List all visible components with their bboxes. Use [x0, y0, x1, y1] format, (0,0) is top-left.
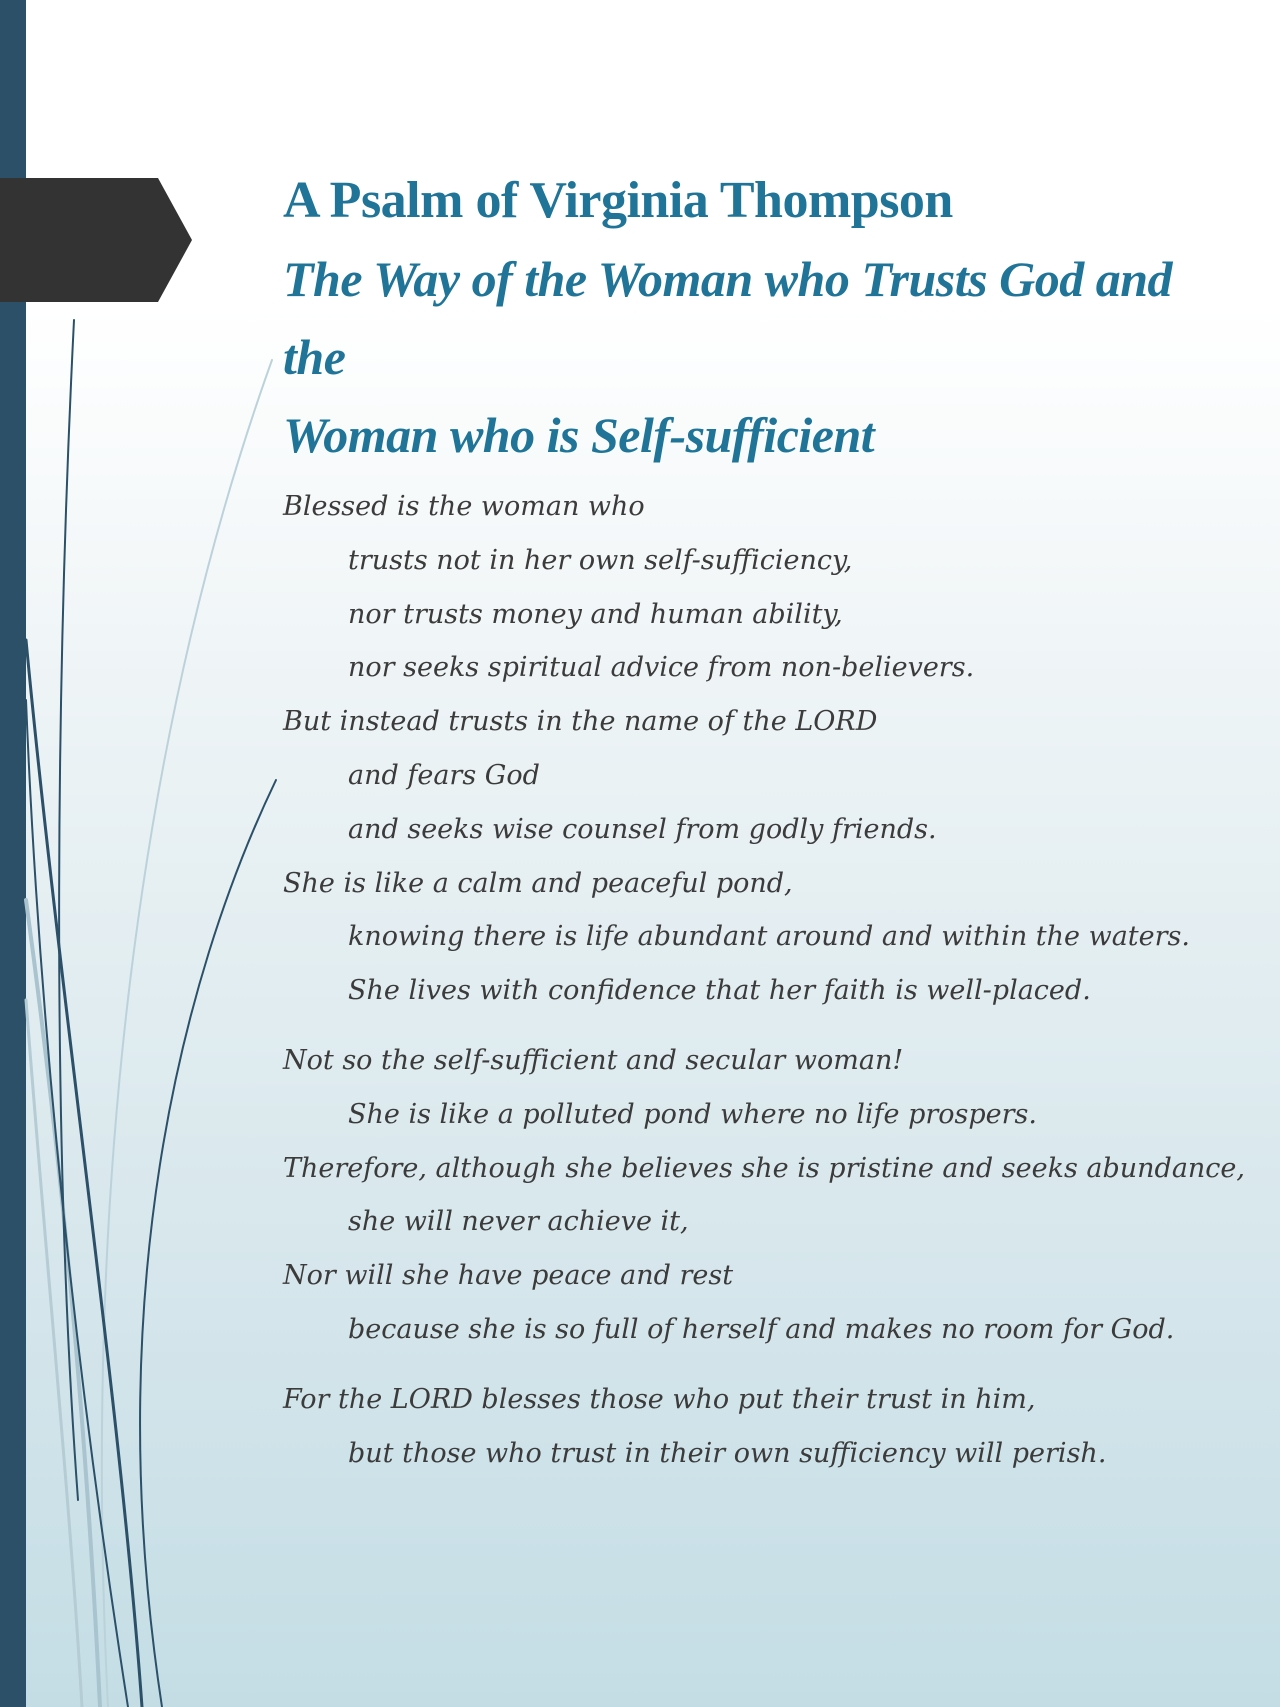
poem-line: she will never achieve it, — [348, 1206, 689, 1238]
poem-line: She lives with confidence that her faith is well-placed. — [348, 975, 1091, 1007]
poem-line: knowing there is life abundant around and within the waters. — [348, 921, 1190, 953]
page-subtitle — [283, 240, 1243, 474]
poem-line: nor trusts money and human ability, — [348, 598, 843, 630]
subtitle-line-2: Woman who is Self-sufficient — [283, 407, 875, 463]
poem-body — [283, 480, 1243, 1480]
poem-line: and seeks wise counsel from godly friends. — [348, 813, 937, 845]
swoosh-line-light-3 — [26, 1000, 82, 1707]
poem-line: Blessed is the woman who — [283, 491, 645, 522]
poem-line: trusts not in her own self-sufficiency, — [348, 544, 853, 576]
subtitle-line-1: The Way of the Woman who Trusts God and the — [283, 251, 1172, 385]
poem-line: Nor will she have peace and rest — [283, 1260, 734, 1292]
page-title: A Psalm of Virginia Thompson — [283, 172, 953, 229]
poem-line: But instead trusts in the name of the LORD — [283, 706, 878, 738]
poem-line: nor seeks spiritual advice from non-believers. — [348, 652, 975, 684]
arrow-tab-shape — [0, 178, 192, 302]
swoosh-line-dark-2 — [26, 640, 142, 1707]
poem-line: and fears God — [348, 759, 540, 791]
poem-line: because she is so full of herself and makes no room for God. — [348, 1313, 1175, 1345]
poem-line: Not so the self-sufficient and secular woman! — [283, 1044, 904, 1076]
poem-line: She is like a calm and peaceful pond, — [283, 867, 793, 899]
poem-line: For the LORD blesses those who put their trust in him, — [283, 1383, 1036, 1415]
poem-line: She is like a polluted pond where no life prospers. — [348, 1098, 1037, 1130]
poem-line: but those who trust in their own sufficiency will perish. — [348, 1437, 1107, 1469]
swoosh-line-dark-4 — [140, 780, 276, 1707]
poem-line: Therefore, although she believes she is pristine and seeks abundance, — [283, 1152, 1245, 1184]
swoosh-line-light-2 — [26, 900, 100, 1707]
